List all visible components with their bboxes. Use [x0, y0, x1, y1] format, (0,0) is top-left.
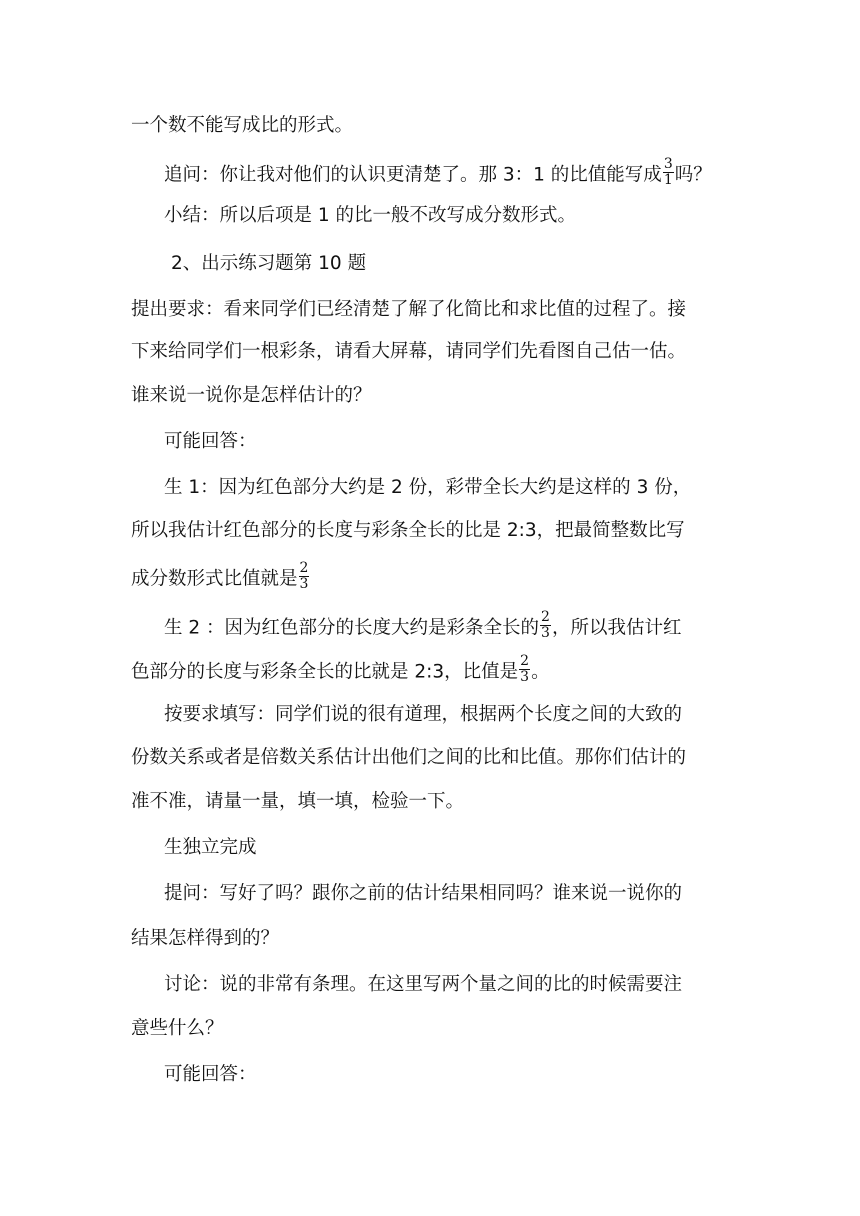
paragraph-line-8: 可能回答： — [164, 431, 257, 452]
paragraph-line-13: 色部分的长度与彩条全长的比就是 2:3，比值是 $\frac{2}{3}$ 。 — [131, 653, 550, 685]
paragraph-line-19: 结果怎样得到的？ — [131, 928, 280, 949]
paragraph-line-20: 讨论：说的非常有条理。在这里写两个量之间的比的时候需要注 — [164, 974, 683, 995]
paragraph-line-18: 提问：写好了吗？跟你之前的估计结果相同吗？谁来说一说你的 — [164, 883, 683, 904]
paragraph-line-7: 谁来说一说你是怎样估计的？ — [131, 385, 372, 406]
paragraph-line-14: 按要求填写：同学们说的很有道理，根据两个长度之间的大致的 — [164, 704, 683, 725]
paragraph-line-11: 成分数形式比值就是 $\frac{2}{3}$ — [131, 560, 309, 592]
paragraph-line-9: 生 1：因为红色部分大约是 2 份，彩带全长大约是这样的 3 份， — [164, 477, 692, 498]
paragraph-line-10: 所以我估计红色部分的长度与彩条全长的比是 2:3，把最简整数比写 — [131, 520, 685, 541]
paragraph-line-12: 生 2 ：因为红色部分的长度大约是彩条全长的 $\frac{2}{3}$ ，所以我估计红 — [164, 609, 682, 641]
paragraph-line-2: 追问：你让我对他们的认识更清楚了。那 3：1 的比值能写成 $\frac{3}{1}$ 吗？ — [164, 156, 712, 188]
paragraph-line-21: 意些什么？ — [131, 1018, 224, 1039]
section-heading: 2、出示练习题第 10 题 — [171, 253, 367, 274]
fraction-3-over-1: $\frac{3}{1}$ — [663, 156, 673, 188]
paragraph-line-16: 准不准，请量一量，填一填，检验一下。 — [131, 791, 465, 812]
paragraph-line-5: 提出要求：看来同学们已经清楚了解了化简比和求比值的过程了。接 — [131, 299, 687, 320]
paragraph-line-1: 一个数不能写成比的形式。 — [131, 115, 354, 136]
paragraph-line-6: 下来给同学们一根彩条，请看大屏幕，请同学们先看图自己估一估。 — [131, 341, 687, 362]
fraction-2-over-3: $\frac{2}{3}$ — [541, 609, 550, 641]
paragraph-line-15: 份数关系或者是倍数关系估计出他们之间的比和比值。那你们估计的 — [131, 747, 687, 768]
fraction-2-over-3: $\frac{2}{3}$ — [299, 560, 309, 592]
paragraph-line-3: 小结：所以后项是 1 的比一般不改写成分数形式。 — [164, 205, 577, 226]
paragraph-line-17: 生独立完成 — [164, 837, 257, 858]
paragraph-line-22: 可能回答： — [164, 1064, 257, 1085]
fraction-2-over-3: $\frac{2}{3}$ — [520, 653, 530, 685]
